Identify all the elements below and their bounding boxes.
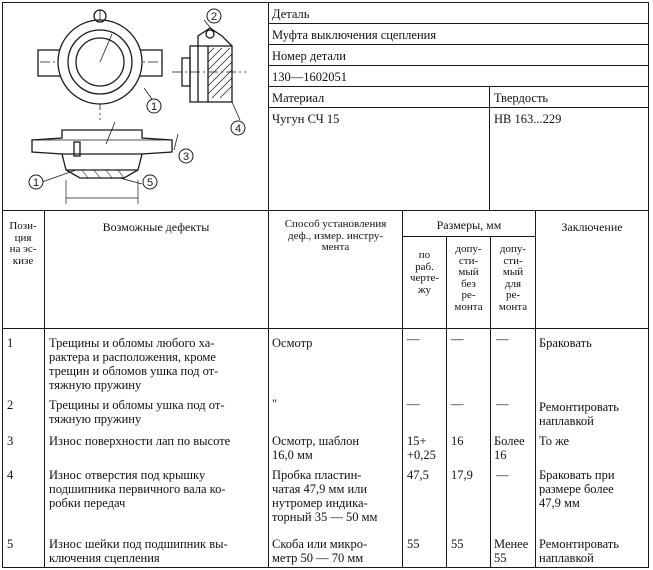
hardness-value: НВ 163...229	[494, 112, 562, 126]
material-label: Материал	[272, 91, 325, 105]
svg-text:2: 2	[210, 11, 218, 23]
row1-for-repair: —	[496, 332, 509, 346]
callout-2	[207, 9, 221, 23]
row3-defect: Износ поверхности лап по высоте	[49, 434, 231, 448]
callout-1-top	[147, 99, 161, 113]
svg-text:4: 4	[234, 123, 242, 135]
svg-text:1: 1	[150, 101, 158, 113]
header-divider-v	[268, 2, 269, 210]
hardness-label: Твердость	[494, 91, 549, 105]
callout-1-bottom	[29, 175, 43, 189]
header-without-repair: допу- сти- мый без ре- монта	[454, 243, 483, 313]
row2-defect: Трещины и обломы ушка под от- тяжную пружину	[49, 398, 225, 426]
row4-without-repair: 17,9	[451, 468, 473, 482]
part-sketch	[2, 2, 268, 210]
row2-conclusion: Ремонтировать наплавкой	[539, 400, 619, 428]
row5-defect: Износ шейки под подшипник вы- ключения сцепления	[49, 537, 228, 565]
row2-for-repair: —	[496, 397, 509, 411]
row4-defect: Износ отверстия под крышку подшипника первичного вала ко- робки передач	[49, 468, 226, 510]
row3-without-repair: 16	[451, 434, 464, 448]
part-label: Деталь	[272, 7, 310, 21]
row5-without-repair: 55	[451, 537, 464, 551]
row4-conclusion: Браковать при размере более 47,9 мм	[539, 468, 615, 510]
row1-conclusion: Браковать	[539, 336, 592, 350]
callout-5	[143, 175, 157, 189]
row1-by-drawing: —	[407, 332, 420, 346]
row3-pos: 3	[7, 434, 14, 448]
part-name: Муфта выключения сцепления	[272, 28, 437, 42]
table-header-bottom-border	[2, 328, 649, 329]
header-position: Пози- ция на эс- кизе	[9, 220, 37, 267]
row5-method: Скоба или микро- метр 50 — 70 мм	[272, 537, 368, 565]
row1-defect: Трещины и обломы любого ха- рактера и расположения, кроме трещин и обломов ушка под от- тяжную пружину	[49, 336, 219, 392]
part-number-label: Номер детали	[272, 49, 346, 63]
row5-conclusion: Ремонтировать наплавкой	[539, 537, 619, 565]
row3-conclusion: То же	[539, 434, 570, 448]
material-value: Чугун СЧ 15	[272, 112, 340, 126]
header-sizes: Размеры, мм	[436, 218, 502, 232]
row3-method: Осмотр, шаблон 16,0 мм	[272, 434, 360, 462]
row4-by-drawing: 47,5	[407, 468, 429, 482]
row4-pos: 4	[7, 468, 14, 482]
row2-method: "	[272, 397, 278, 411]
row4-method: Пробка пластин- чатая 47,9 мм или нутромер индика- торный 35 — 50 мм	[272, 468, 378, 524]
header-method: Способ установления деф., измер. инстру- мента	[284, 218, 387, 253]
row2-by-drawing: —	[407, 397, 420, 411]
svg-text:1: 1	[32, 177, 40, 189]
svg-text:5: 5	[146, 177, 154, 189]
header-by-drawing: по раб. черте- жу	[409, 249, 440, 296]
row5-for-repair: Менее 55	[494, 537, 529, 565]
row3-for-repair: Более 16	[494, 434, 525, 462]
row5-pos: 5	[7, 537, 14, 551]
table-top-border	[2, 210, 649, 211]
row1-pos: 1	[7, 336, 14, 350]
row1-method: Осмотр	[272, 336, 313, 350]
row3-by-drawing: 15+ +0,25	[407, 434, 436, 462]
side-section-body	[190, 46, 232, 102]
header-defects: Возможные дефекты	[102, 220, 210, 234]
side-ear	[206, 30, 214, 38]
part-number-value: 130—1602051	[272, 70, 347, 84]
row5-by-drawing: 55	[407, 537, 420, 551]
header-for-repair: допу- сти- мый для ре- монта	[498, 243, 528, 313]
svg-text:3: 3	[182, 151, 190, 163]
row2-pos: 2	[7, 398, 14, 412]
row4-for-repair: —	[496, 468, 509, 482]
row2-without-repair: —	[451, 397, 464, 411]
header-conclusion: Заключение	[561, 220, 623, 234]
row1-without-repair: —	[451, 332, 464, 346]
callout-3	[179, 149, 193, 163]
callout-4	[231, 121, 245, 135]
